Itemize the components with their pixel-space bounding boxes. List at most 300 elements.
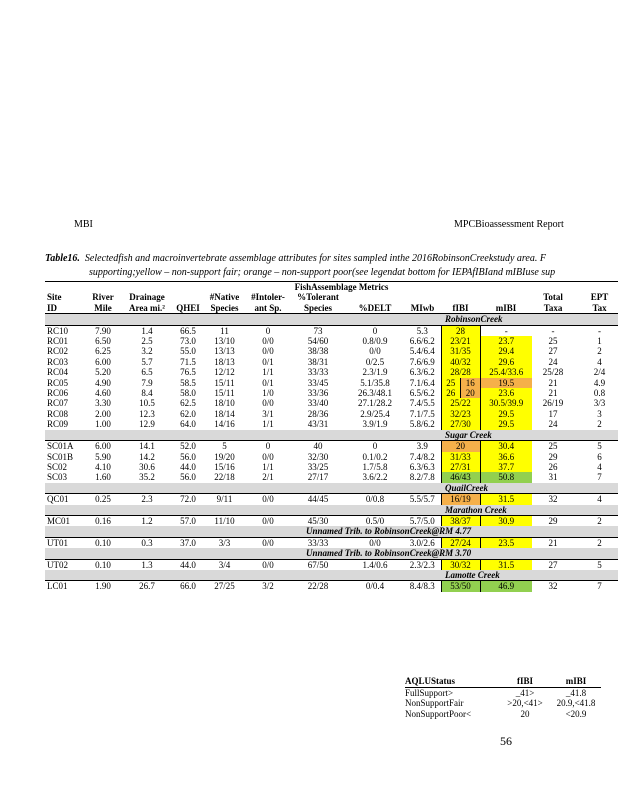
fibi-cell: 32/23 [441, 409, 480, 419]
native-species-cell: 3/3 [203, 537, 246, 548]
table-row [45, 472, 618, 482]
total-taxa-cell: 17 [548, 408, 558, 419]
site-id-cell: SC01B [47, 451, 74, 462]
ept-taxa-cell: 4.9 [593, 377, 606, 388]
total-taxa-cell: 26 [548, 461, 558, 472]
mibi-cell: 23.7 [480, 336, 532, 346]
intolerant-species-cell: 0/0 [246, 494, 290, 505]
fibi-cell: 23/21 [441, 336, 480, 346]
river-mile-cell: 2.00 [95, 408, 111, 419]
native-species-cell: 18/14 [214, 408, 235, 419]
native-species-cell: 18/10 [214, 398, 235, 409]
site-id-cell: RC02 [47, 346, 69, 357]
river-mile-cell: 1.00 [95, 419, 111, 430]
total-taxa-cell: 27 [532, 559, 574, 570]
river-mile-cell: 0.16 [85, 515, 121, 526]
river-mile-cell: 6.25 [95, 346, 111, 357]
legend-cell: 20 [520, 708, 530, 719]
intolerant-species-cell: 1/0 [262, 388, 274, 399]
stream-row [45, 505, 618, 516]
drainage-area-cell: 0.3 [121, 537, 173, 548]
drainage-area-cell: 10.5 [139, 398, 155, 409]
blank-cell [480, 282, 618, 293]
site-id-cell: RC10 [45, 325, 85, 336]
tolerant-species-cell: 40 [290, 441, 346, 452]
table-row [45, 452, 618, 462]
total-taxa-cell: 25/28 [542, 367, 564, 378]
native-species-cell: 18/13 [214, 356, 235, 367]
fibi-cell: 20 [441, 441, 480, 452]
mibi-cell: 30.4 [480, 441, 532, 452]
site-id-cell: QC01 [45, 494, 85, 505]
tolerant-species-cell: 32/30 [307, 451, 329, 462]
column-header-mibi [480, 292, 532, 302]
column-header-fibi: fIBI [441, 303, 480, 314]
column-header-river_mile: River [92, 292, 114, 303]
drainage-area-cell: 1.4 [121, 325, 173, 336]
tolerant-species-cell: 33/36 [307, 388, 329, 399]
tolerant-species-cell: 33/33 [307, 367, 329, 378]
blank-cell [45, 314, 441, 325]
column-header-mibi: mIBI [480, 303, 532, 314]
delt-cell: 0/2.5 [365, 356, 385, 367]
column-header-drainage: Area mi.² [121, 303, 173, 314]
table-row [45, 441, 618, 452]
tolerant-species-cell: 38/38 [307, 346, 329, 357]
stream-name: Unnamed Trib. to RobinsonCreek@RM 4.77 [290, 526, 618, 537]
table-row [45, 378, 618, 388]
river-mile-cell: 5.90 [95, 451, 111, 462]
stream-name: Unnamed Trib. to RobinsonCreek@RM 3.70 [290, 548, 618, 559]
column-header-river_mile: Mile [85, 303, 121, 314]
miwb-cell: 6.5/6.2 [409, 388, 435, 399]
table-row [45, 419, 618, 429]
drainage-area-cell: 14.1 [121, 441, 173, 452]
drainage-area-cell: 7.9 [141, 377, 153, 388]
native-species-cell: 15/11 [214, 377, 235, 388]
stream-row [45, 314, 618, 325]
drainage-area-cell: 12.3 [139, 408, 155, 419]
fibi-cell: 31/33 [441, 452, 480, 462]
miwb-cell: 7.1/7.5 [409, 408, 435, 419]
ept-taxa-cell: 0.8 [593, 388, 606, 399]
tolerant-species-cell: 54/60 [307, 336, 329, 347]
fibi-cell: 40/32 [441, 357, 480, 367]
mibi-cell: 37.7 [480, 462, 532, 472]
ept-taxa-cell: 1 [597, 336, 602, 347]
delt-cell: 0 [346, 441, 404, 452]
site-id-cell: SC01A [45, 441, 85, 452]
group-header: FishAssemblage Metrics [203, 282, 480, 293]
stream-name: Sugar Creek [441, 430, 618, 441]
drainage-area-cell: 35.2 [139, 472, 155, 483]
ept-taxa-cell: 4 [597, 356, 602, 367]
table-row [45, 515, 618, 526]
column-header-delt [346, 292, 404, 302]
column-header-tolerant: Species [290, 303, 346, 314]
legend-row [405, 688, 601, 699]
ept-taxa-cell: 3 [597, 408, 602, 419]
intolerant-species-cell: 1/1 [262, 367, 274, 378]
mibi-cell: 29.5 [480, 409, 532, 419]
mibi-cell: 30.9 [480, 515, 532, 526]
qhei-cell: 76.5 [180, 367, 196, 378]
miwb-cell: 7.1/6.4 [409, 377, 435, 388]
blank-cell [45, 282, 203, 293]
stream-row [45, 430, 618, 441]
stream-name: QuailCreek [441, 483, 618, 494]
column-header-total_taxa: Total [543, 292, 563, 303]
total-taxa-cell: - [532, 325, 574, 336]
native-species-cell: 9/11 [203, 494, 246, 505]
miwb-cell: 6.6/6.2 [409, 336, 435, 347]
river-mile-cell: 5.20 [95, 367, 111, 378]
tolerant-species-cell: 33/45 [307, 377, 329, 388]
total-taxa-cell: 21 [532, 537, 574, 548]
mibi-cell: - [480, 325, 532, 336]
delt-cell: 0.1/0.2 [362, 451, 388, 462]
site-id-cell: RC09 [47, 419, 69, 430]
tolerant-species-cell: 22/28 [290, 581, 346, 592]
fibi-cell: 27/31 [441, 462, 480, 472]
fibi-value-a: 26 [442, 388, 462, 398]
delt-cell: 1.7/5.8 [362, 461, 388, 472]
qhei-cell: 72.0 [173, 494, 203, 505]
native-species-cell: 15/16 [214, 461, 235, 472]
miwb-cell: 5.8/6.2 [409, 419, 435, 430]
drainage-area-cell: 5.7 [141, 356, 153, 367]
native-species-cell: 12/12 [214, 367, 235, 378]
stream-row [45, 526, 618, 537]
site-id-cell: RC07 [47, 398, 69, 409]
native-species-cell: 27/25 [203, 581, 246, 592]
total-taxa-cell: 29 [548, 451, 558, 462]
tolerant-species-cell: 43/31 [307, 419, 329, 430]
column-header-miwb: MIwb [404, 303, 441, 314]
ept-taxa-cell: 5 [574, 559, 618, 570]
mibi-cell: 25.4/33.6 [480, 367, 532, 377]
drainage-area-cell: 26.7 [121, 581, 173, 592]
column-header-tolerant: %Tolerant [297, 292, 339, 303]
column-header-intolerant: ant Sp. [246, 303, 290, 314]
river-mile-cell: 0.10 [85, 537, 121, 548]
native-species-cell: 15/11 [214, 388, 235, 399]
legend-header [405, 676, 601, 688]
delt-cell: 0/0 [346, 537, 404, 548]
total-taxa-cell: 25 [548, 336, 558, 347]
stream-name: Marathon Creek [441, 505, 618, 516]
mibi-cell: 36.6 [480, 452, 532, 462]
fibi-cell [441, 378, 480, 388]
delt-cell: 0.8/0.9 [362, 336, 388, 347]
drainage-area-cell: 2.3 [121, 494, 173, 505]
fibi-cell [441, 388, 480, 398]
river-mile-cell: 4.60 [95, 388, 111, 399]
qhei-cell: 62.0 [180, 408, 196, 419]
delt-cell: 5.1/35.8 [360, 377, 390, 388]
site-id-cell: RC06 [47, 388, 69, 399]
tolerant-species-cell: 45/30 [290, 515, 346, 526]
native-species-cell: 19/20 [214, 451, 235, 462]
mibi-cell: 30.5/39.9 [480, 398, 532, 408]
miwb-cell: 2.3/2.3 [404, 559, 441, 570]
river-mile-cell: 6.00 [85, 441, 121, 452]
ept-taxa-cell: 2 [574, 537, 618, 548]
intolerant-species-cell: 1/1 [262, 419, 274, 430]
delt-cell: 0/0 [369, 346, 381, 357]
running-header-right: MPCBioassessment Report [454, 219, 564, 230]
site-id-cell: UT01 [45, 537, 85, 548]
fibi-cell: 30/32 [441, 559, 480, 570]
native-species-cell: 13/10 [214, 336, 235, 347]
drainage-area-cell: 30.6 [139, 461, 155, 472]
total-taxa-cell: 27 [548, 346, 558, 357]
group-header-row [45, 282, 618, 293]
intolerant-species-cell: 0/0 [262, 336, 274, 347]
delt-cell: 0/0.4 [346, 581, 404, 592]
qhei-cell: 44.0 [173, 559, 203, 570]
qhei-cell: 58.5 [180, 377, 196, 388]
legend-row [405, 698, 601, 709]
mibi-cell: 29.5 [480, 419, 532, 429]
caption-line-2: supporting;yellow – non-support fair; orange – non-support poor(see legendat bottom for IEPAfIBIand mIBIuse sup [89, 267, 556, 278]
site-id-cell: RC03 [47, 356, 69, 367]
intolerant-species-cell: 0/0 [262, 346, 274, 357]
miwb-cell: 6.3/6.2 [409, 367, 435, 378]
legend-cell: NonSupportFair [405, 698, 464, 708]
table-row [45, 336, 618, 346]
legend-cell: 20.9,<41.8 [556, 698, 596, 708]
drainage-area-cell: 3.2 [141, 346, 153, 357]
site-id-cell: MC01 [45, 515, 85, 526]
intolerant-species-cell: 0 [246, 325, 290, 336]
site-id-cell: RC05 [47, 377, 69, 388]
delt-cell: 3.6/2.2 [362, 472, 388, 483]
native-species-cell: 13/13 [214, 346, 235, 357]
site-id-cell: RC04 [47, 367, 69, 378]
fibi-value-b: 20 [461, 388, 480, 398]
table-row [45, 367, 618, 377]
intolerant-species-cell: 0/1 [262, 377, 274, 388]
site-id-cell: RC08 [47, 408, 69, 419]
ept-taxa-cell: - [574, 325, 618, 336]
column-header-site: ID [45, 303, 85, 314]
ept-taxa-cell: 2 [574, 515, 618, 526]
column-header-ept: Tax [574, 303, 618, 314]
delt-cell: 0.5/0 [346, 515, 404, 526]
caption-label: Table16. [45, 253, 80, 264]
stream-row [45, 570, 618, 581]
miwb-cell: 7.4/8.2 [409, 451, 435, 462]
miwb-cell: 7.6/6.9 [409, 356, 435, 367]
ept-taxa-cell: 3/3 [593, 398, 606, 409]
site-id-cell: LC01 [45, 581, 85, 592]
mibi-cell: 19.5 [480, 378, 532, 388]
total-taxa-cell: 26/19 [542, 398, 564, 409]
tolerant-species-cell: 28/36 [307, 408, 329, 419]
intolerant-species-cell: 3/2 [246, 581, 290, 592]
ept-taxa-cell: 4 [574, 494, 618, 505]
native-species-cell: 11 [203, 325, 246, 336]
column-header-delt: %DELT [346, 303, 404, 314]
table-caption [45, 252, 618, 280]
column-header-fibi [441, 292, 480, 302]
blank-cell [45, 570, 441, 581]
mibi-cell: 23.5 [480, 537, 532, 548]
legend-header-cell: fIBI [516, 676, 533, 686]
qhei-cell: 44.0 [180, 461, 196, 472]
column-header-intolerant: #Intoler- [251, 292, 285, 303]
qhei-cell: 57.0 [173, 515, 203, 526]
miwb-cell: 5.4/6.4 [409, 346, 435, 357]
page-number: 56 [500, 734, 512, 748]
column-header-row [45, 292, 618, 302]
column-header-ept: EPT [590, 292, 609, 303]
total-taxa-cell: 32 [532, 494, 574, 505]
intolerant-species-cell: 0 [246, 441, 290, 452]
column-header-site: Site [47, 292, 62, 303]
miwb-cell: 5.7/5.0 [404, 515, 441, 526]
blank-cell [45, 483, 441, 494]
miwb-cell: 8.2/7.8 [409, 472, 435, 483]
fish-macroinvertebrate-table [45, 281, 618, 592]
stream-row [45, 483, 618, 494]
mibi-cell: 29.6 [480, 357, 532, 367]
intolerant-species-cell: 0/0 [246, 515, 290, 526]
river-mile-cell: 4.10 [95, 461, 111, 472]
ept-taxa-cell: 2/4 [593, 367, 606, 378]
delt-cell: 0 [346, 325, 404, 336]
qhei-cell: 66.5 [173, 325, 203, 336]
mibi-cell: 50.8 [480, 472, 532, 482]
caption-line-1: Selectedfish and macroinvertebrate assemblage attributes for sites sampled inthe 2016RobinsonCreekstudy area. F [84, 253, 546, 264]
tolerant-species-cell: 44/45 [290, 494, 346, 505]
running-header-left: MBI [74, 219, 93, 230]
total-taxa-cell: 25 [532, 441, 574, 452]
native-species-cell: 11/10 [203, 515, 246, 526]
ept-taxa-cell: 4 [597, 461, 602, 472]
miwb-cell: 3.0/2.6 [404, 537, 441, 548]
total-taxa-cell: 21 [548, 377, 558, 388]
miwb-cell: 5.3 [404, 325, 441, 336]
column-header-native: Species [203, 303, 246, 314]
delt-cell: 3.9/1.9 [362, 419, 388, 430]
tolerant-species-cell: 33/40 [307, 398, 329, 409]
site-id-cell: SC03 [47, 472, 68, 483]
fibi-value-a: 25 [442, 378, 462, 388]
site-id-cell: SC02 [47, 461, 68, 472]
tolerant-species-cell: 33/25 [307, 461, 329, 472]
legend-cell: <20.9 [565, 708, 587, 719]
delt-cell: 27.1/28.2 [357, 398, 392, 409]
native-species-cell: 22/18 [214, 472, 235, 483]
mibi-cell: 29.4 [480, 346, 532, 356]
fibi-cell: 46/43 [441, 472, 480, 482]
native-species-cell: 14/16 [214, 419, 235, 430]
river-mile-cell: 6.50 [95, 336, 111, 347]
river-mile-cell: 7.90 [85, 325, 121, 336]
total-taxa-cell: 24 [548, 356, 558, 367]
fibi-cell: 53/50 [441, 581, 480, 592]
aqlu-legend [405, 676, 601, 719]
miwb-cell: 8.4/8.3 [404, 581, 441, 592]
qhei-cell: 73.0 [180, 336, 196, 347]
site-id-cell: RC01 [47, 336, 69, 347]
qhei-cell: 58.0 [180, 388, 196, 399]
river-mile-cell: 0.25 [85, 494, 121, 505]
native-species-cell: 3/4 [203, 559, 246, 570]
drainage-area-cell: 14.2 [139, 451, 155, 462]
legend-cell: _41> [515, 687, 535, 698]
miwb-cell: 5.5/5.7 [404, 494, 441, 505]
intolerant-species-cell: 0/0 [262, 398, 274, 409]
intolerant-species-cell: 0/1 [262, 356, 274, 367]
stream-name: RobinsonCreek [441, 314, 618, 325]
column-header-total_taxa: Taxa [532, 303, 574, 314]
qhei-cell: 37.0 [173, 537, 203, 548]
qhei-cell: 66.0 [173, 581, 203, 592]
stream-row [45, 548, 618, 559]
column-header-qhei [173, 292, 203, 302]
mibi-cell: 31.5 [480, 494, 532, 505]
delt-cell: 1.4/0.6 [346, 559, 404, 570]
drainage-area-cell: 2.5 [141, 336, 153, 347]
fibi-cell: 25/22 [441, 398, 480, 408]
blank-cell [45, 430, 441, 441]
table-row [45, 357, 618, 367]
ept-taxa-cell: 5 [574, 441, 618, 452]
ept-taxa-cell: 2 [597, 419, 602, 430]
intolerant-species-cell: 0/0 [262, 451, 274, 462]
legend-cell: >20,<41> [507, 698, 543, 708]
site-id-cell: UT02 [45, 559, 85, 570]
table-row [45, 409, 618, 419]
tolerant-species-cell: 33/33 [290, 537, 346, 548]
blank-cell [45, 548, 290, 559]
table-row [45, 462, 618, 472]
qhei-cell: 71.5 [180, 356, 196, 367]
miwb-cell: 7.4/5.5 [409, 398, 435, 409]
ept-taxa-cell: 7 [597, 472, 602, 483]
qhei-cell: 56.0 [180, 451, 196, 462]
column-header-qhei: QHEI [173, 303, 203, 314]
column-header-drainage: Drainage [129, 292, 165, 303]
river-mile-cell: 4.90 [95, 377, 111, 388]
delt-cell: 2.3/1.9 [362, 367, 388, 378]
legend-header-cell: AQLUStatus [405, 676, 456, 686]
tolerant-species-cell: 73 [290, 325, 346, 336]
legend-cell: FullSupport> [405, 687, 454, 698]
table-row [45, 325, 618, 336]
total-taxa-cell: 31 [548, 472, 558, 483]
drainage-area-cell: 1.2 [121, 515, 173, 526]
river-mile-cell: 3.30 [95, 398, 111, 409]
qhei-cell: 52.0 [173, 441, 203, 452]
tolerant-species-cell: 67/50 [290, 559, 346, 570]
table-row [45, 559, 618, 570]
intolerant-species-cell: 1/1 [262, 461, 274, 472]
drainage-area-cell: 6.5 [141, 367, 153, 378]
legend-row [405, 709, 601, 720]
legend-cell: _41.8 [565, 687, 587, 698]
river-mile-cell: 1.90 [85, 581, 121, 592]
legend-header-cell: mIBI [565, 676, 587, 686]
qhei-cell: 62.5 [180, 398, 196, 409]
native-species-cell: 5 [203, 441, 246, 452]
river-mile-cell: 1.60 [95, 472, 111, 483]
total-taxa-cell: 32 [532, 581, 574, 592]
table-row [45, 398, 618, 408]
